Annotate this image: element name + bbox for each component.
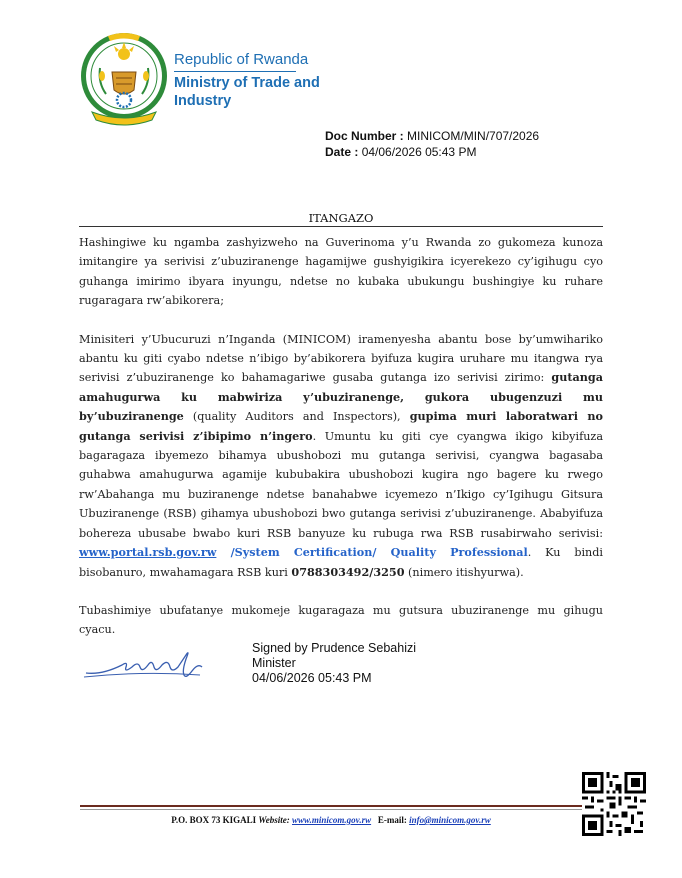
org-republic-name: Republic of Rwanda: [174, 51, 309, 68]
doc-number-value: MINICOM/MIN/707/2026: [407, 129, 540, 143]
date-label: Date :: [325, 145, 359, 159]
date-row: [325, 144, 539, 160]
org-ministry-name: Ministry of Trade and Industry: [174, 75, 320, 109]
p2-text-g: (nimero itishyurwa).: [404, 565, 524, 579]
body-paragraph-3: Tubashimiye ubufatanye mukomeje kugaragaza mu gutsura ubuziranenge mu gihugu cyacu.: [79, 603, 603, 637]
qr-code: [582, 772, 646, 836]
rsb-phone-number: 0788303492/3250: [291, 564, 405, 579]
p2-text-f: . Ku bindi bisobanuro, mwahamagara RSB kuri: [79, 546, 604, 579]
handwritten-signature: [82, 645, 212, 685]
signer-role: Minister: [252, 656, 296, 670]
footer-website-label: Website:: [258, 815, 290, 825]
p2-bold-services: gutanga amahugurwa ku mabwiriza y’ubuziranenge, gukora ubugenzuzi mu by’ubuziranenge: [79, 370, 603, 424]
footer-address: P.O. BOX 73 KIGALI: [171, 815, 259, 825]
footer-email-link[interactable]: info@minicom.gov.rw: [409, 815, 491, 825]
signed-by: Signed by Prudence Sebahizi: [252, 641, 417, 655]
rsb-portal-path: /System Certification/ Quality Professional: [216, 545, 528, 560]
date-value: 04/06/2026 05:43 PM: [361, 145, 477, 159]
footer-contact: [80, 815, 582, 825]
footer-divider-thin: [80, 809, 582, 810]
body-paragraph-2: [79, 330, 603, 582]
notice-body: [79, 233, 603, 640]
p2-text-a: Minisiteri y’Ubucuruzi n’Inganda (MINICOM) iramenyesha abantu bose by’umwihariko abantu ku giti cyabo ndetse n’ibigo by’abikorera byifuza kugira uruhare mu itangwa rya serivisi z’ubuziranenge ko bahamagariwe gusaba gutanga izo serivisi zirimo:: [79, 332, 603, 385]
title-divider: [79, 226, 603, 227]
rwanda-emblem-seal: [78, 28, 170, 130]
footer-email-label: E-mail:: [377, 815, 407, 825]
doc-number-row: [325, 128, 539, 144]
document-meta: [325, 128, 539, 160]
footer-divider-thick: [80, 805, 582, 807]
p2-bold-labs: gupima muri laboratwari no gutanga serivisi z’ibipimo n’ingero: [79, 409, 603, 443]
org-divider: [174, 71, 296, 72]
p2-text-c: (quality Auditors and Inspectors),: [183, 410, 410, 424]
signature-block: [252, 641, 416, 686]
body-paragraph-1: Hashingiwe ku ngamba zashyizweho na Guverinoma y’u Rwanda zo gukomeza kunoza imitangire ya serivisi z’ubuziranenge hagamijwe gushyigikira icyerekezo cy’igihugu cyo guhanga imirimo ibyara inyungu, ndetse no kubaka ubukungu bushingiye ku ruhare rugaragara rw’abikorera;: [79, 236, 603, 308]
footer-website-link[interactable]: www.minicom.gov.rw: [292, 815, 372, 825]
rsb-portal-link[interactable]: www.portal.rsb.gov.rw: [79, 545, 217, 560]
p2-text-e: . Umuntu ku giti cye cyangwa ikigo kibyifuza bagaragaza ibyemezo bihamya ubushobozi mu gutanga serivisi, cyangwa bagasaba guhabwa amahugurwa agamije kububakira ubushobozi kugira ngo bagere ku rwego rw’Abahanga mu buziranenge ndetse banahabwe icyemezo n’Ikigo cy’Igihugu Gitsura Ubuziranenge (RSB) gihamya ubushobozi bwo gutanga serivisi z’ubuziranenge. Ababyifuza bohereza ubusabe bwabo kuri RSB banyuze ku rubuga rwa RSB rusabirwaho serivisi:: [79, 429, 603, 540]
doc-number-label: Doc Number :: [325, 129, 404, 143]
notice-title: ITANGAZO: [308, 211, 374, 225]
signed-datetime: 04/06/2026 05:43 PM: [252, 671, 372, 685]
